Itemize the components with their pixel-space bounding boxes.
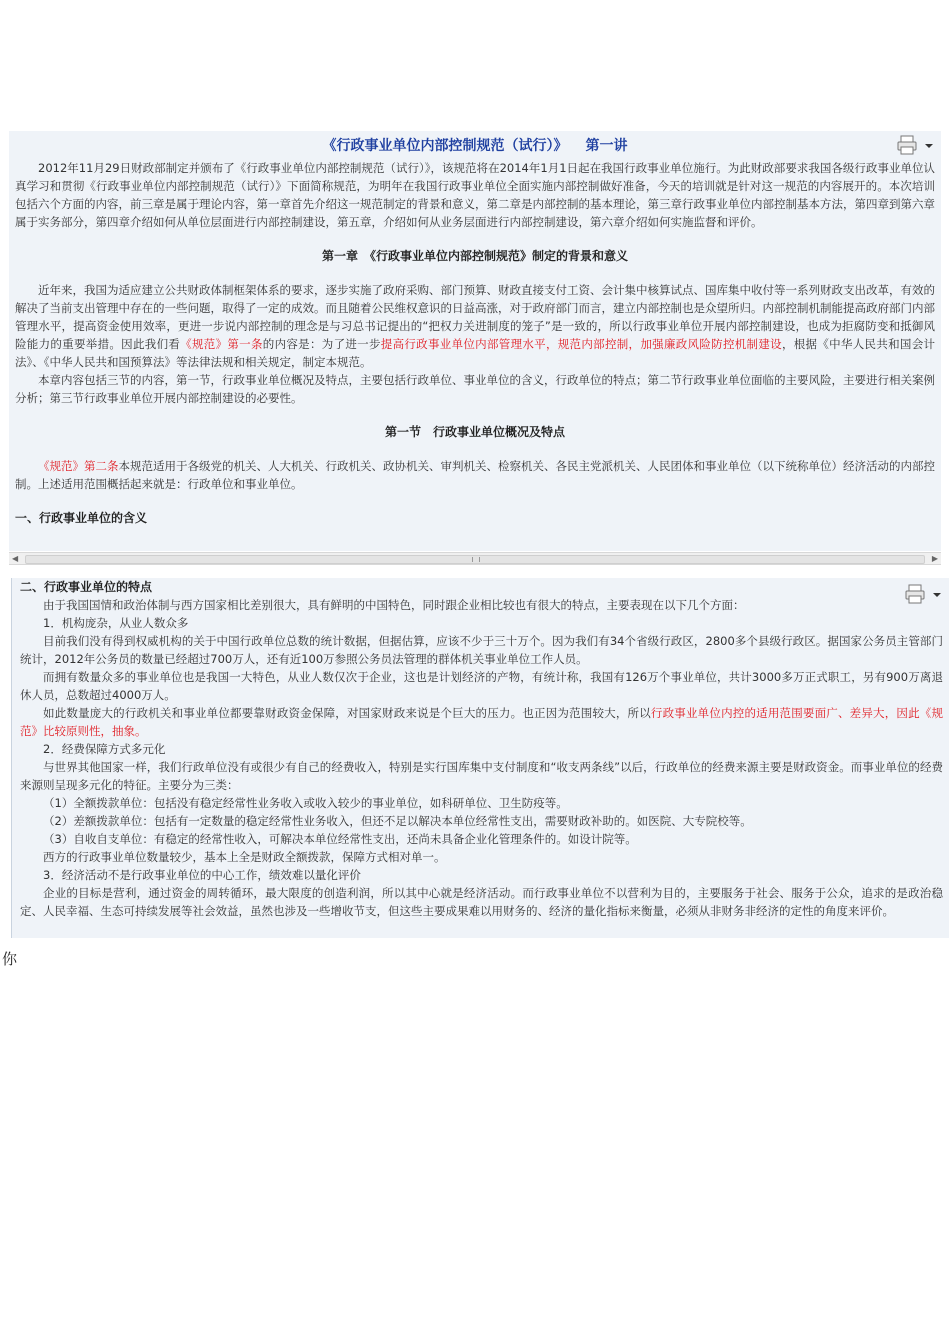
section-heading: 第一节 行政事业单位概况及特点 bbox=[384, 425, 565, 439]
characteristics-intro: 由于我国国情和政治体制与西方国家相比差别很大，具有鲜明的中国特色，同时跟企业相比较也有很大的特点，主要表现在以下几个方面： bbox=[43, 598, 745, 612]
funding-type-3: （3）自收自支单位：有稳定的经常性收入，可解决本单位经常性支出，还尚未具备企业化管理条件的。如设计院等。 bbox=[43, 832, 637, 846]
intro-paragraph: 2012年11月29日财政部制定并颁布了《行政事业单位内部控制规范（试行）》，该规范将在2014年1月1日起在我国行政事业单位施行。为此财政部要求我国各级行政事业单位认真学习和贯彻《行政事业单位内部控制规范（试行）》下面简称规范，为明年在我国行政事业单位全面实施内部控制做好准备，今天的培训就是针对这一规范的内容展开的。本次培训包括六个方面的内容，前三章是属于理论内容，第一章首先介绍这一规范制定的背景和意义，第二章是内部控制的基本理论，第三章行政事业单位内部控制基本方法，第四章到第六章属于实务部分，第四章介绍如何从单位层面进行内部控制建设，第五章，介绍如何从业务层面进行内部控制建设，第六章介绍如何实施监督和评价。 bbox=[15, 161, 935, 229]
point-3-para-1: 企业的目标是营利，通过资金的周转循环，最大限度的创造利润，所以其中心就是经济活动。而行政事业单位不以营利为目的，主要服务于社会、服务于公众，追求的是政治稳定、人民幸福、生态可持续发展等社会效益，虽然也涉及一些增收节支，但这些主要成果难以用财务的、经济的量化指标来衡量，必须从非财务非经济的定性的角度来评价。 bbox=[20, 886, 943, 918]
scroll-right-icon[interactable]: ▶ bbox=[931, 554, 938, 563]
point-1-para-2: 而拥有数量众多的事业单位也是我国一大特色，从业人数仅次于企业，这也是计划经济的产物，有统计称，我国有126万个事业单位，共计3000多万正式职工，另有900万离退休人员，总数超过4000万人。 bbox=[20, 670, 943, 702]
point-2-para-1: 与世界其他国家一样，我们行政单位没有或很少有自己的经费收入，特别是实行国库集中支付制度和“收支两条线”以后，行政单位的经费来源主要是财政资金。而事业单位的经费来源则呈现多元化的特征。主要分为三类： bbox=[20, 760, 943, 792]
point-1-heading: 1．机构庞杂，从业人数众多 bbox=[43, 616, 189, 630]
regulation-article-1-link: 《规范》第一条 bbox=[180, 337, 263, 351]
horizontal-scrollbar[interactable] bbox=[9, 552, 941, 565]
title-part: 第一讲 bbox=[585, 138, 628, 154]
print-menu[interactable] bbox=[897, 135, 939, 155]
scope-paragraph: 《规范》第二条本规范适用于各级党的机关、人大机关、行政机关、政协机关、审判机关、检察机关、各民主党派机关、人民团体和事业单位（以下统称单位）经济活动的内部控制。上述适用范围概括起来就是：行政单位和事业单位。 bbox=[15, 459, 935, 491]
chevron-down-icon bbox=[925, 144, 933, 148]
article-panel-2 bbox=[11, 578, 949, 938]
page-title bbox=[15, 133, 935, 159]
funding-type-2: （2）差额拨款单位：包括有一定数量的稳定经常性业务收入，但还不足以解决本单位经常性支出，需要财政补助的。如医院、大专院校等。 bbox=[43, 814, 752, 828]
regulation-article-1-text: 提高行政事业单位内部管理水平，规范内部控制，加强廉政风险防控机制建设 bbox=[380, 337, 782, 351]
funding-type-1: （1）全额拨款单位：包括没有稳定经常性业务收入或收入较少的事业单位，如科研单位、卫生防疫等。 bbox=[43, 796, 568, 810]
subheading-characteristics: 二、行政事业单位的特点 bbox=[20, 580, 153, 594]
article-panel-1 bbox=[9, 131, 941, 551]
scope-highlight: 行政事业单位内控的适用范围要面广、差异大，因此《规范》比较原则性，抽象。 bbox=[20, 706, 943, 738]
regulation-article-2-link: 《规范》第二条 bbox=[38, 459, 119, 473]
point-2-para-2: 西方的行政事业单位数量较少，基本上全是财政全额拨款，保障方式相对单一。 bbox=[43, 850, 446, 864]
scrollbar-thumb[interactable] bbox=[25, 555, 925, 564]
point-3-heading: 3．经济活动不是行政事业单位的中心工作，绩效难以量化评价 bbox=[43, 868, 361, 882]
point-1-para-1: 目前我们没有得到权威机构的关于中国行政单位总数的统计数据，但据估算，应该不少于三十万个。因为我们有34个省级行政区，2800多个县级行政区。据国家公务员主管部门统计，2012年公务员的数量已经超过700万人，还有近100万参照公务员法管理的群体机关事业单位工作人员。 bbox=[20, 634, 943, 666]
chevron-down-icon bbox=[933, 593, 941, 597]
title-main: 《行政事业单位内部控制规范（试行）》 bbox=[322, 138, 568, 154]
scroll-left-icon[interactable]: ◀ bbox=[12, 554, 19, 563]
background-paragraph: 近年来，我国为适应建立公共财政体制框架体系的要求，逐步实施了政府采购、部门预算、财政直接支付工资、会计集中核算试点、国库集中收付等一系列财政支出改革，有效的解决了当前支出管理中存在的一些问题，取得了一定的成效。而且随着公民维权意识的日益高涨，对于政府部门而言，建立内部控制也是众望所归。内部控制机制能提高政府部门内部管理水平，提高资金使用效率，更进一步说内部控制的理念是与习总书记提出的“把权力关进制度的笼子”是一致的，所以行政事业单位开展内部控制建设，也成为拒腐防变和抵御风险能力的重要举措。因此我们看《规范》第一条的内容是：为了进一步提高行政事业单位内部管理水平，规范内部控制，加强廉政风险防控机制建设，根据《中华人民共和国会计法》、《中华人民共和国预算法》等法律法规和相关规定，制定本规范。 bbox=[15, 283, 936, 369]
point-1-para-3: 如此数量庞大的行政机关和事业单位都要靠财政资金保障，对国家财政来说是个巨大的压力。也正因为范围较大，所以行政事业单位内控的适用范围要面广、差异大，因此《规范》比较原则性，抽象。 bbox=[20, 706, 943, 738]
stray-character: 你 bbox=[2, 950, 18, 968]
chapter-summary-paragraph: 本章内容包括三节的内容，第一节，行政事业单位概况及特点，主要包括行政单位、事业单位的含义，行政单位的特点；第二节行政事业单位面临的主要风险，主要进行相关案例分析；第三节行政事业单位开展内部控制建设的必要性。 bbox=[15, 373, 935, 405]
point-2-heading: 2．经费保障方式多元化 bbox=[43, 742, 166, 756]
printer-icon[interactable] bbox=[897, 135, 939, 155]
chapter-heading: 第一章 《行政事业单位内部控制规范》制定的背景和意义 bbox=[321, 249, 628, 263]
print-menu-2[interactable] bbox=[905, 584, 947, 604]
printer-icon[interactable] bbox=[905, 584, 947, 604]
subheading-definition: 一、行政事业单位的含义 bbox=[15, 511, 148, 525]
